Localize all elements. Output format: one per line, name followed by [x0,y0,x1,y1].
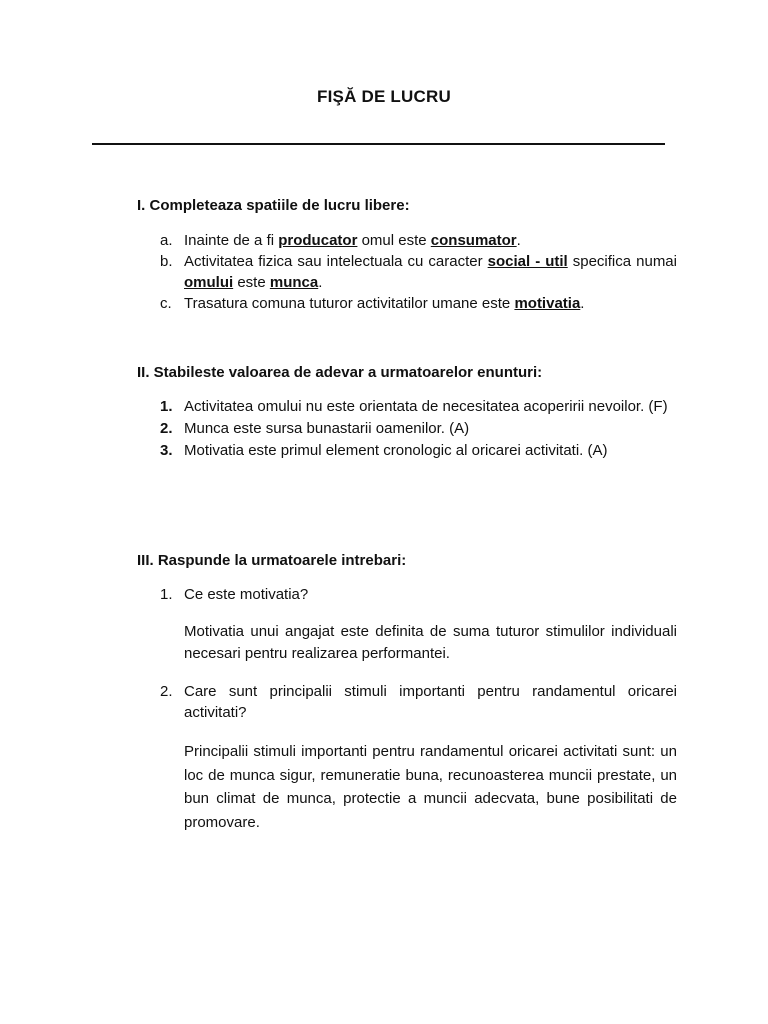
list-marker: c. [160,295,172,312]
sentence-text: . [516,232,521,249]
filled-answer: munca [269,274,319,291]
section-3-heading: III. Raspunde la urmatoarele intrebari: [137,552,407,569]
fill-in-sentence [184,230,677,251]
list-marker: 1. [160,586,173,603]
question-item [0,681,768,723]
list-marker: 3. [160,442,173,459]
sentence-text: omul este [357,232,431,249]
list-item [0,293,768,314]
list-item [0,396,768,418]
filled-answer: social - util [487,253,568,270]
list-item [0,440,768,462]
list-marker: a. [160,232,173,249]
statement-text: Motivatia este primul element cronologic al oricarei activitati. (A) [184,442,608,459]
sentence-text: specifica numai [567,253,677,270]
filled-answer: omului [184,274,234,291]
section-1-heading: I. Completeaza spatiile de lucru libere: [137,197,410,214]
sentence-text: Trasatura comuna tuturor activitatilor umane este [184,295,515,312]
sentence-text: . [580,295,585,312]
fill-in-sentence [184,251,677,293]
filled-answer: motivatia [514,295,581,312]
list-item [0,230,768,251]
sentence-text: Activitatea fizica sau intelectuala cu caracter [184,253,488,270]
list-marker: 2. [160,683,173,700]
answer-text: Motivatia unui angajat este definita de suma tuturor stimulilor individuali necesari pentru realizarea performantei. [184,623,677,662]
list-marker: 2. [160,420,173,437]
sentence-text: este [233,274,270,291]
section-2-list [0,396,768,462]
list-marker: 1. [160,398,173,415]
title-underline-rule [92,143,665,145]
filled-answer: consumator [430,232,517,249]
section-1-list [0,230,768,314]
section-3-questions [0,584,768,834]
question-text: Ce este motivatia? [184,586,309,603]
list-item [0,418,768,440]
sentence-text: . [318,274,323,291]
question-text: Care sunt principalii stimuli importanti pentru randamentul oricarei activitati? [184,683,677,721]
sentence-text: Inainte de a fi [184,232,279,249]
statement-text: Munca este sursa bunastarii oamenilor. (A) [184,420,470,437]
statement-text: Activitatea omului nu este orientata de necesitatea acoperirii nevoilor. (F) [184,398,668,415]
answer-text: Principalii stimuli importanti pentru randamentul oricarei activitati sunt: un loc de munca sigur, remuneratie buna, recunoasterea muncii prestate, un bun climat de munca, protectie a muncii adecvata, bune posibilitati de promovare. [184,743,677,831]
fill-in-sentence [184,293,677,314]
question-item [0,584,768,605]
filled-answer: producator [278,232,358,249]
list-item [0,251,768,293]
list-marker: b. [160,253,173,270]
section-2-heading: II. Stabileste valoarea de adevar a urmatoarelor enunturi: [137,364,543,381]
page-title: FIŞĂ DE LUCRU [317,87,451,106]
